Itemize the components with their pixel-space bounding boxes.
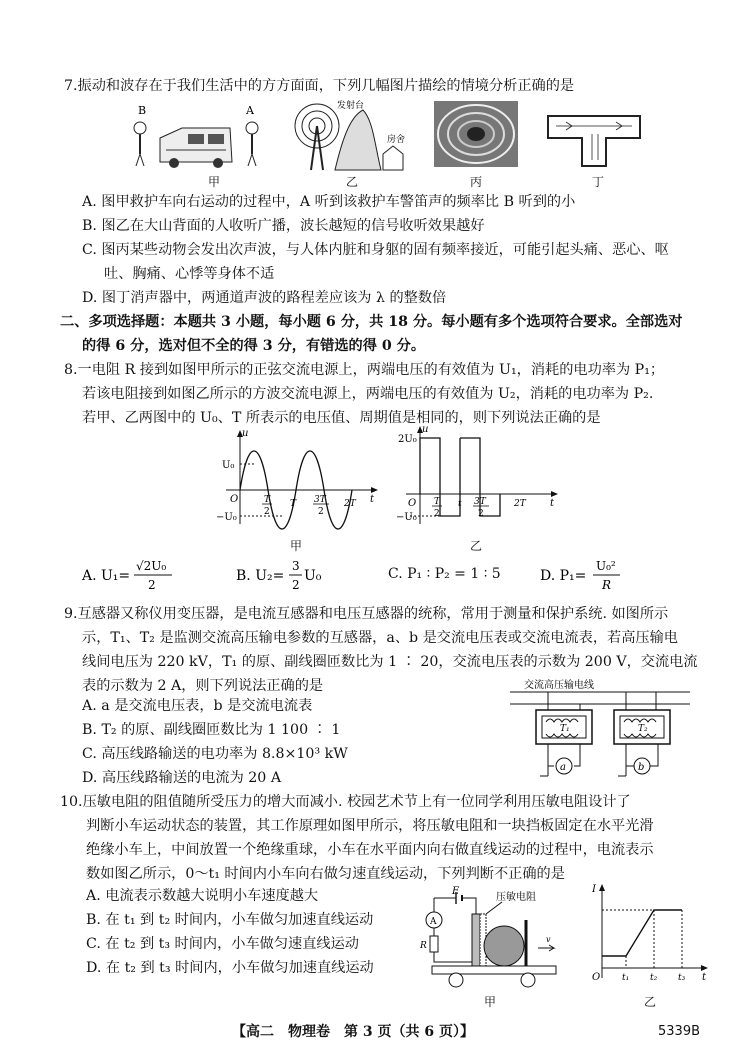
q10-label-resistor: 压敏电阻 [496,892,536,903]
q8-caption-yi: 乙 [470,539,483,553]
q7-stem: 7.振动和波存在于我们生活中的方方面面，下列几幅图片描绘的情境分析正确的是 [64,78,575,94]
q10-t: t [702,972,707,983]
label-A: A [246,104,254,117]
q7-figure-bing [434,101,518,167]
q7-option-c-cont: 吐、胸痛、心悸等身体不适 [104,266,275,282]
q8-option-c: C. P₁ ∶ P₂ = 1 ∶ 5 [388,566,501,582]
q9-option-c: C. 高压线路输送的电功率为 8.8×10³ kW [82,746,348,762]
caption-yi: 乙 [346,175,359,189]
graph-a-O: O [230,494,239,505]
q10-graph-yi [590,882,712,988]
graph-b-t: t [550,498,555,509]
graph-a-3T2: 3T [314,495,326,505]
q7-figure-jia [126,102,276,172]
q9-stem-2: 示，T₁、T₂ 是监测交流高压输电参数的互感器，a、b 是交流电压表或交流电流表，若高压输电 [82,630,678,646]
q10-option-b: B. 在 t₁ 到 t₂ 时间内，小车做匀加速直线运动 [86,912,374,928]
graph-a-u: u [242,428,249,439]
paper-code: 5339B [658,1024,701,1039]
q10-ammeter: A [430,917,437,927]
graph-b-T2: T [434,497,441,507]
graph-a-2T: 2T [344,499,356,509]
graph-a-T: T [290,499,297,509]
svg-text:D. P₁=: D. P₁= [540,568,587,584]
q8-option-d [540,558,650,594]
q8-stem-3: 若甲、乙两图中的 U₀、T 所表示的电压值、周期值是相同的，则下列说法正确的是 [82,410,601,426]
q10-figure-jia [416,884,572,988]
section2-heading: 二、多项选择题：本题共 3 小题，每小题 6 分，共 18 分。每小题有多个选项符合要求。全部选对 [60,314,683,330]
q9-option-a: A. a 是交流电压表，b 是交流电流表 [82,698,313,714]
q10-option-a: A. 电流表示数越大说明小车速度越大 [86,888,319,904]
q9-T1: T₁ [560,724,570,734]
graph-a-den: 2 [264,507,270,517]
q9-stem-3: 线间电压为 220 kV，T₁ 的原、副线圈匝数比为 1 ∶ 20，交流电压表的示数为 200 V，交流电流 [82,654,698,670]
q7-figure-yi [291,96,411,172]
svg-text:√2U₀: √2U₀ [136,559,167,573]
q10-option-c: C. 在 t₂ 到 t₃ 时间内，小车做匀速直线运动 [86,936,359,952]
graph-a-T2: T [264,495,271,505]
svg-text:R: R [602,578,612,592]
graph-a-t: t [370,494,375,505]
q10-caption-yi: 乙 [644,995,657,1009]
q8-option-a [82,558,192,594]
q8-stem-1: 8.一电阻 R 接到如图甲所示的正弦交流电源上，两端电压的有效值为 U₁，消耗的电功率为 P₁； [64,362,665,378]
q9-fig-title: 交流高压输电线 [524,680,594,691]
q9-option-b: B. T₂ 的原、副线圈匝数比为 1 100 ∶ 1 [82,722,341,738]
caption-bing: 丙 [470,175,483,189]
graph-a-negU0: −U₀ [216,512,237,523]
q9-option-d: D. 高压线路输送的电流为 20 A [82,770,282,786]
svg-text:A. U₁=: A. U₁= [82,568,131,584]
page-footer: 【高二 物理卷 第 3 页（共 6 页）】 [232,1024,474,1040]
q9-stem-1: 9.互感器又称仪用变压器，是电流互感器和电压互感器的统称，常用于测量和保护系统. 如图所示 [64,606,669,622]
q10-v: v [546,935,551,944]
graph-b-den2: 2 [478,509,484,519]
q10-stem-1: 10.压敏电阻的阻值随所受压力的增大而减小. 校园艺术节上有一位同学利用压敏电阻设计了 [60,794,631,810]
svg-text:U₀²: U₀² [596,559,616,573]
q10-stem-3: 绝缘小车上，中间放置一个绝缘重球，小车在水平面内向右做直线运动的过程中，电流表示 [86,842,654,858]
q8-stem-2: 若该电阻接到如图乙所示的方波交流电源上，两端电压的有效值为 U₂，消耗的电功率为 P₂. [82,386,654,402]
q9-meter-a: a [560,762,566,773]
q10-option-d: D. 在 t₂ 到 t₃ 时间内，小车做匀加速直线运动 [86,960,374,976]
caption-jia: 甲 [208,175,221,189]
graph-b-O: O [408,498,417,509]
q10-t2: t₂ [650,973,658,983]
label-B: B [138,104,147,117]
q9-transformer-figure [510,676,690,782]
q9-T2: T₂ [638,724,648,734]
graph-b-3T2: 3T [474,497,486,507]
q7-option-c: C. 图丙某些动物会发出次声波，与人体内脏和身躯的固有频率接近，可能引起头痛、恶心、呕 [82,242,669,258]
q7-option-d: D. 图丁消声器中，两通道声波的路程差应该为 λ 的整数倍 [82,290,447,306]
label-tower: 发射台 [337,101,365,111]
label-house: 房舍 [387,135,406,145]
q8-graph-jia [216,428,386,528]
q9-meter-b: b [638,762,645,773]
graph-b-negU0: −U₀ [396,512,417,523]
graph-b-u: u [422,424,429,435]
q8-graph-yi [396,424,566,528]
graph-b-T: t [458,499,462,509]
q7-option-b: B. 图乙在大山背面的人收听广播，波长越短的信号收听效果越好 [82,218,485,234]
svg-text:3: 3 [292,559,300,573]
q10-t1: t₁ [622,973,630,983]
svg-text:2: 2 [148,578,156,592]
svg-text:2: 2 [292,578,300,592]
q9-stem-4: 表的示数为 2 A，则下列说法正确的是 [82,678,324,694]
graph-b-2T: 2T [514,499,526,509]
q10-stem-4: 数如图乙所示，0～t₁ 时间内小车向右做匀速直线运动，下列判断不正确的是 [86,866,565,882]
q7-figure-ding [546,108,642,168]
q10-E: E [452,886,460,897]
q10-caption-jia: 甲 [484,995,497,1009]
svg-text:U₀: U₀ [304,568,322,584]
caption-ding: 丁 [592,175,605,189]
graph-b-den: 2 [434,509,440,519]
section2-heading-cont: 的得 6 分，选对但不全的得 3 分，有错选的得 0 分。 [82,338,426,354]
q10-t3: t₃ [678,973,686,983]
q7-option-a: A. 图甲救护车向右运动的过程中，A 听到该救护车警笛声的频率比 B 听到的小 [82,194,576,210]
q8-option-b [236,558,346,594]
graph-a-den2: 2 [318,507,324,517]
q10-R: R [420,941,427,951]
svg-text:B. U₂=: B. U₂= [236,568,285,584]
graph-b-2U0: 2U₀ [398,434,417,445]
q10-I: I [592,884,596,895]
q8-caption-jia: 甲 [290,539,303,553]
q10-O: O [592,972,601,983]
q10-stem-2: 判断小车运动状态的装置，其工作原理如图甲所示，将压敏电阻和一块挡板固定在水平光滑 [86,818,654,834]
graph-a-U0: U₀ [222,460,235,471]
